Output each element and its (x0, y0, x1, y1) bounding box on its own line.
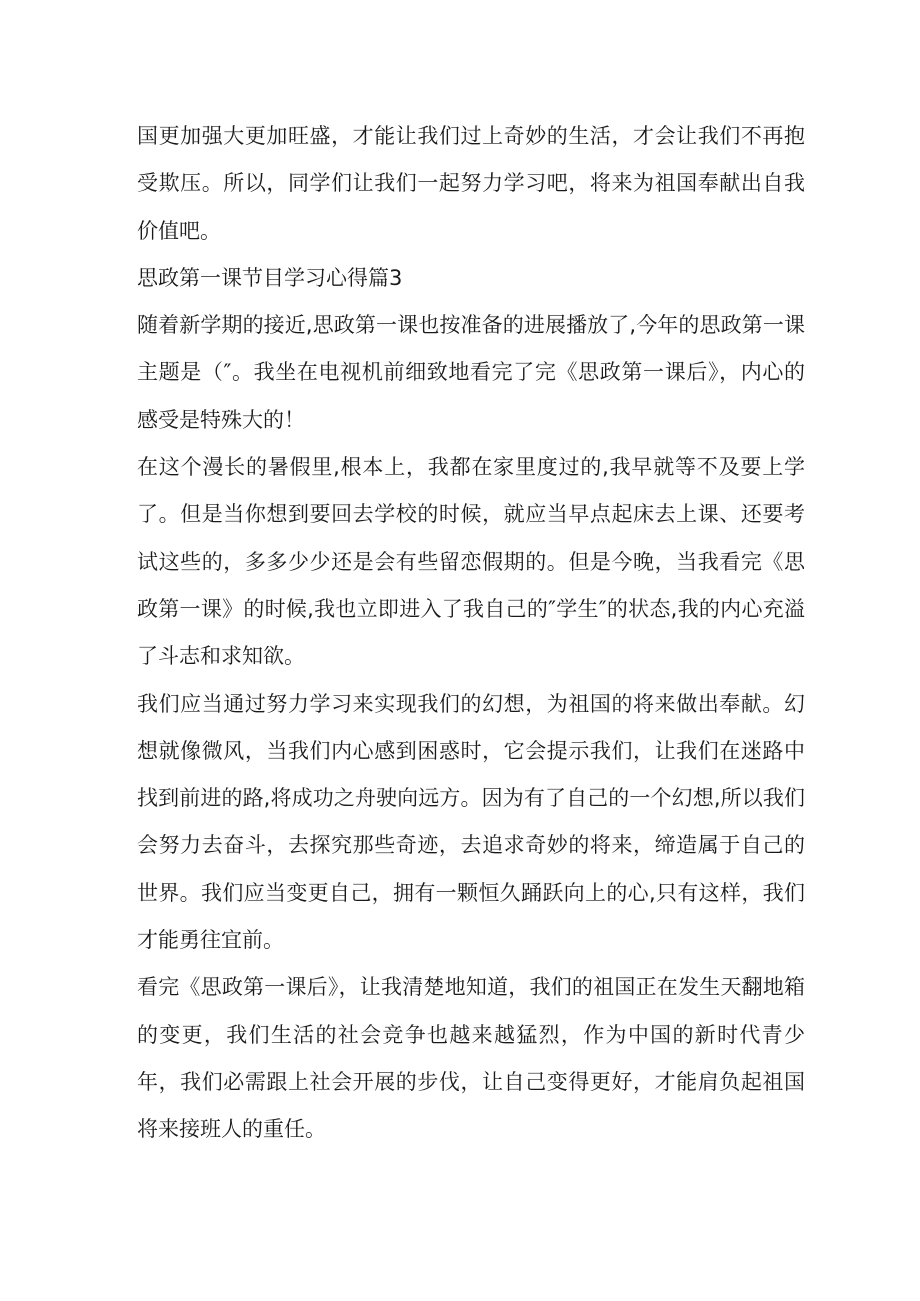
paragraph: 在这个漫长的暑假里,根本上，我都在家里度过的,我早就等不及要上学了。但是当你想到要回去学校的时候，就应当早点起床去上课、还要考试这些的，多多少少还是会有些留恋假期的。但是今晚，当我看完《思政第一课》的时候,我也立即进入了我自己的″学生″的状态,我的内心充溢了斗志和求知欲。 (137, 455, 805, 669)
document-body (137, 113, 805, 1154)
paragraph-intro: 国更加强大更加旺盛，才能让我们过上奇妙的生活，才会让我们不再抱受欺压。所以，同学们让我们一起努力学习吧，将来为祖国奉献出自我价值吧。 (137, 124, 805, 243)
paragraph: 我们应当通过努力学习来实现我们的幻想，为祖国的将来做出奉献。幻想就像微风，当我们内心感到困惑时，它会提示我们，让我们在迷路中找到前进的路,将成功之舟驶向远方。因为有了自己的一个幻想,所以我们会努力去奋斗，去探究那些奇迹，去追求奇妙的将来，缔造属于自己的世界。我们应当变更自己，拥有一颗恒久踊跃向上的心,只有这样，我们才能勇往宜前。 (137, 691, 805, 953)
paragraph: 随着新学期的接近,思政第一课也按准备的进展播放了,今年的思政第一课主题是（″。我坐在电视机前细致地看完了完《思政第一课后》，内心的感受是特殊大的！ (137, 313, 805, 432)
section-heading: 思政第一课节目学习心得篇3 (137, 265, 403, 290)
paragraph: 看完《思政第一课后》，让我清楚地知道，我们的祖国正在发生天翻地箱的变更，我们生活的社会竞争也越来越猛烈，作为中国的新时代青少年，我们必需跟上社会开展的步伐，让自己变得更好，才能肩负起祖国将来接班人的重任。 (137, 975, 805, 1142)
